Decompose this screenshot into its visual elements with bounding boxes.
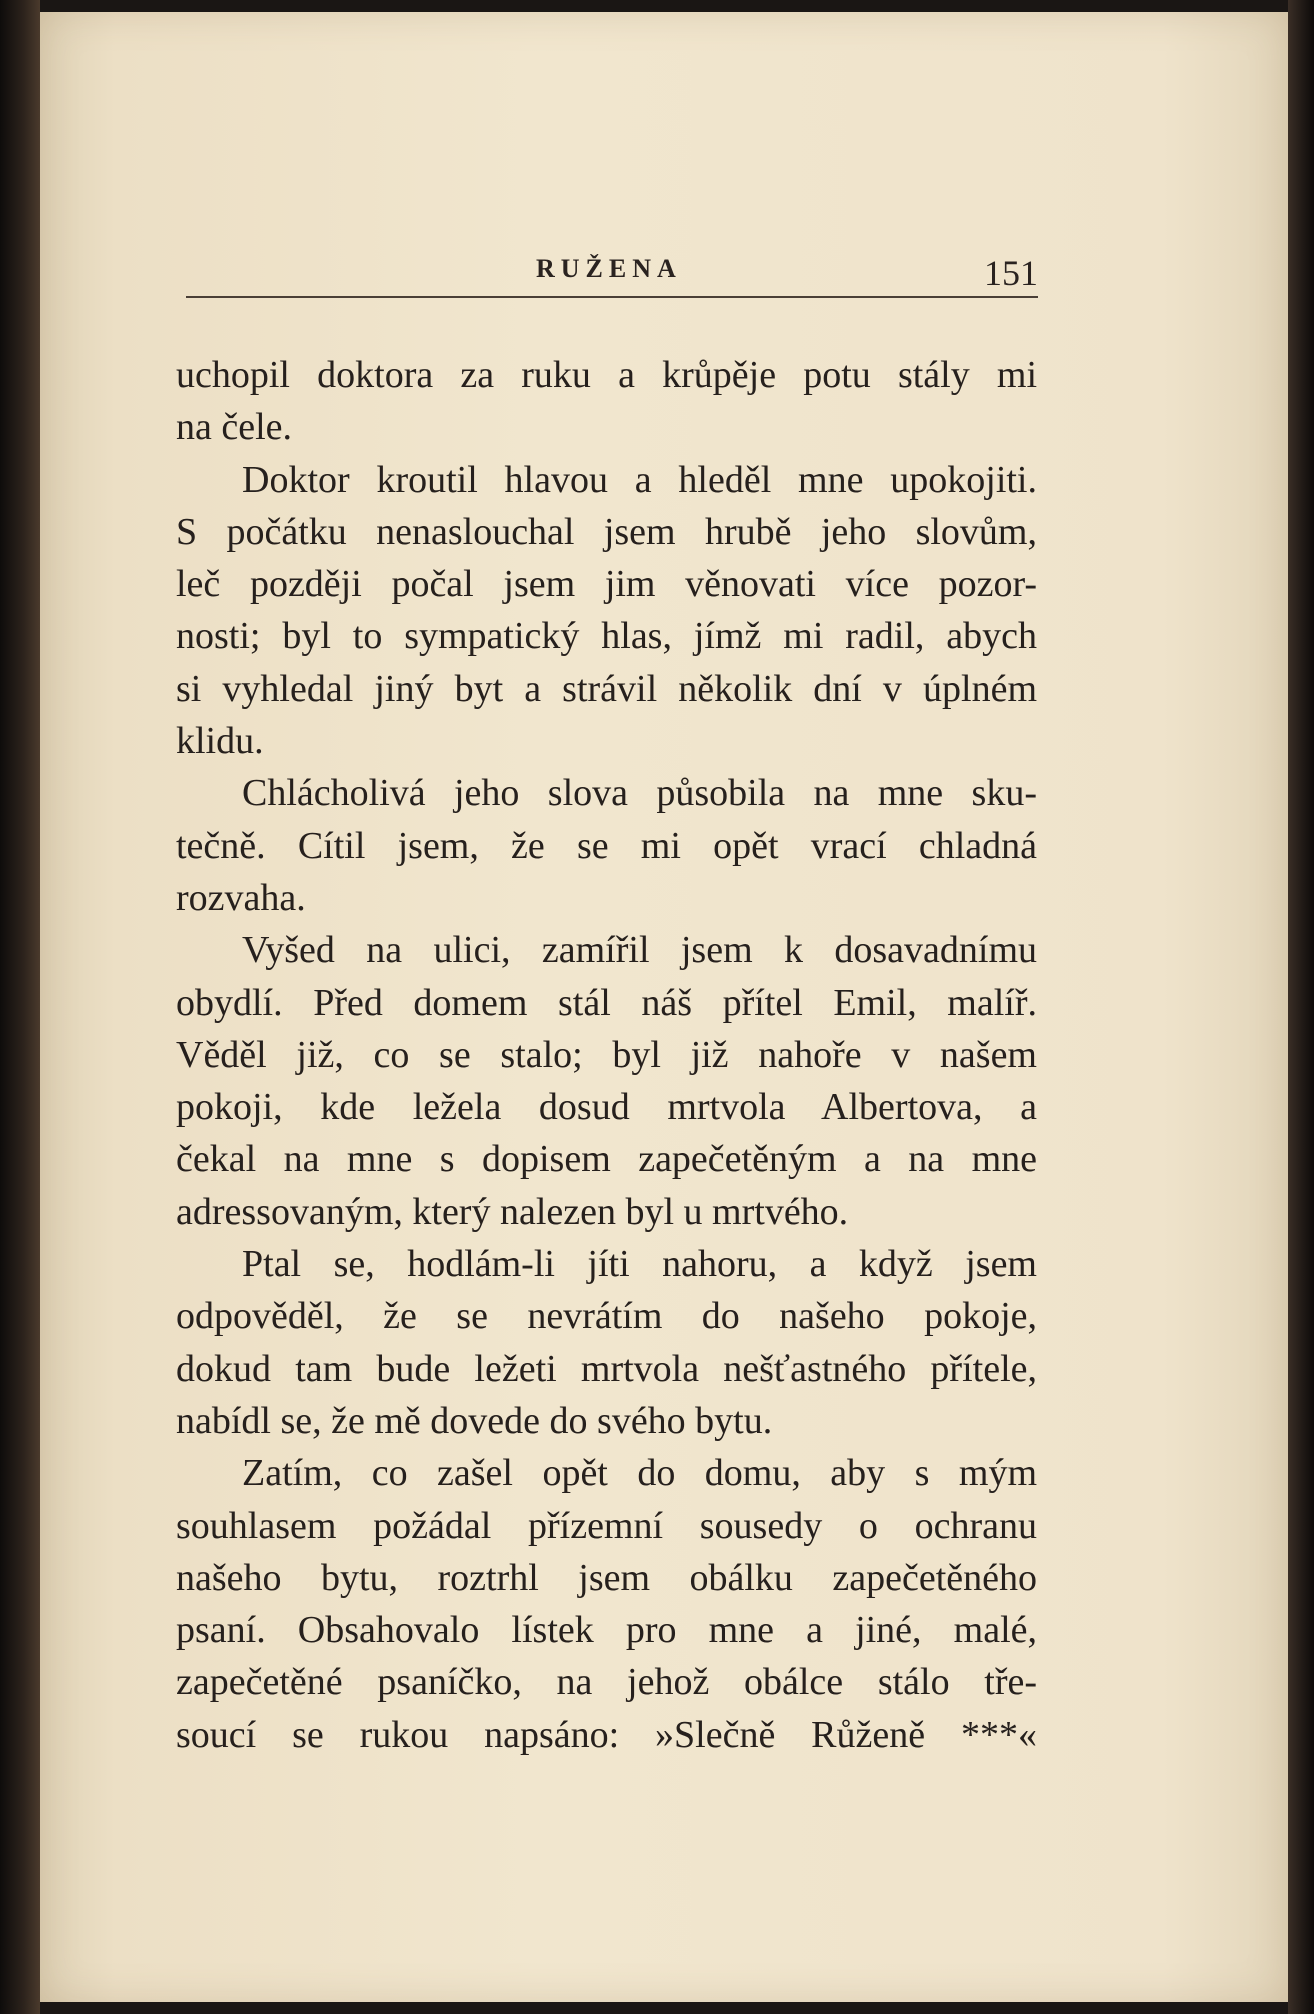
book-edge-right [1288, 0, 1314, 2014]
text-line: adressovaným, který nalezen byl u mrtvého. [176, 1190, 849, 1233]
text-line: leč později počal jsem jim věnovati více pozor- [176, 563, 1037, 606]
text-line: S počátku nenaslouchal jsem hrubě jeho slovům, [176, 510, 1037, 553]
running-head: RUŽENA [536, 254, 682, 283]
text-line: dokud tam bude ležeti mrtvola nešťastného přítele, [176, 1347, 1037, 1390]
text-line: Doktor kroutil hlavou a hleděl mne upokojiti. [242, 458, 1037, 501]
text-line: našeho bytu, roztrhl jsem obálku zapečetěného [176, 1556, 1037, 1599]
text-line: nabídl se, že mě dovede do svého bytu. [176, 1399, 773, 1442]
text-line: si vyhledal jiný byt a strávil několik dní v úplném [176, 667, 1037, 710]
text-line: klidu. [176, 720, 264, 763]
text-line: pokoji, kde ležela dosud mrtvola Albertova, a [176, 1086, 1037, 1129]
text-line: Vyšed na ulici, zamířil jsem k dosavadnímu [242, 929, 1037, 972]
text-line: uchopil doktora za ruku a krůpěje potu stály mi [176, 354, 1037, 396]
text-line: nosti; byl to sympatický hlas, jímž mi radil, abych [176, 615, 1037, 658]
text-line: čekal na mne s dopisem zapečetěným a na mne [176, 1138, 1037, 1181]
text-line: soucí se rukou napsáno: »Slečně Růženě ***« [176, 1713, 1037, 1756]
text-line: na čele. [176, 406, 293, 449]
page-number: 151 [984, 253, 1038, 293]
text-line: tečně. Cítil jsem, že se mi opět vrací chladná [176, 824, 1037, 867]
text-line: odpověděl, že se nevrátím do našeho pokoje, [176, 1295, 1037, 1338]
page-header [186, 248, 1038, 298]
text-line: Zatím, co zašel opět do domu, aby s mým [242, 1452, 1037, 1495]
text-line: psaní. Obsahovalo lístek pro mne a jiné, malé, [176, 1609, 1037, 1652]
text-line: obydlí. Před domem stál náš přítel Emil, malíř. [176, 981, 1037, 1024]
text-line: Chlácholivá jeho slova působila na mne sku- [242, 772, 1037, 815]
body-text [176, 349, 1037, 1761]
text-line: Ptal se, hodlám-li jíti nahoru, a když jsem [242, 1243, 1037, 1286]
text-line: zapečetěné psaníčko, na jehož obálce stálo tře- [176, 1661, 1037, 1704]
text-line: Věděl již, co se stalo; byl již nahoře v našem [176, 1033, 1037, 1076]
text-line: rozvaha. [176, 876, 306, 919]
text-line: souhlasem požádal přízemní sousedy o ochranu [176, 1504, 1037, 1547]
book-gutter-left [0, 0, 40, 2014]
